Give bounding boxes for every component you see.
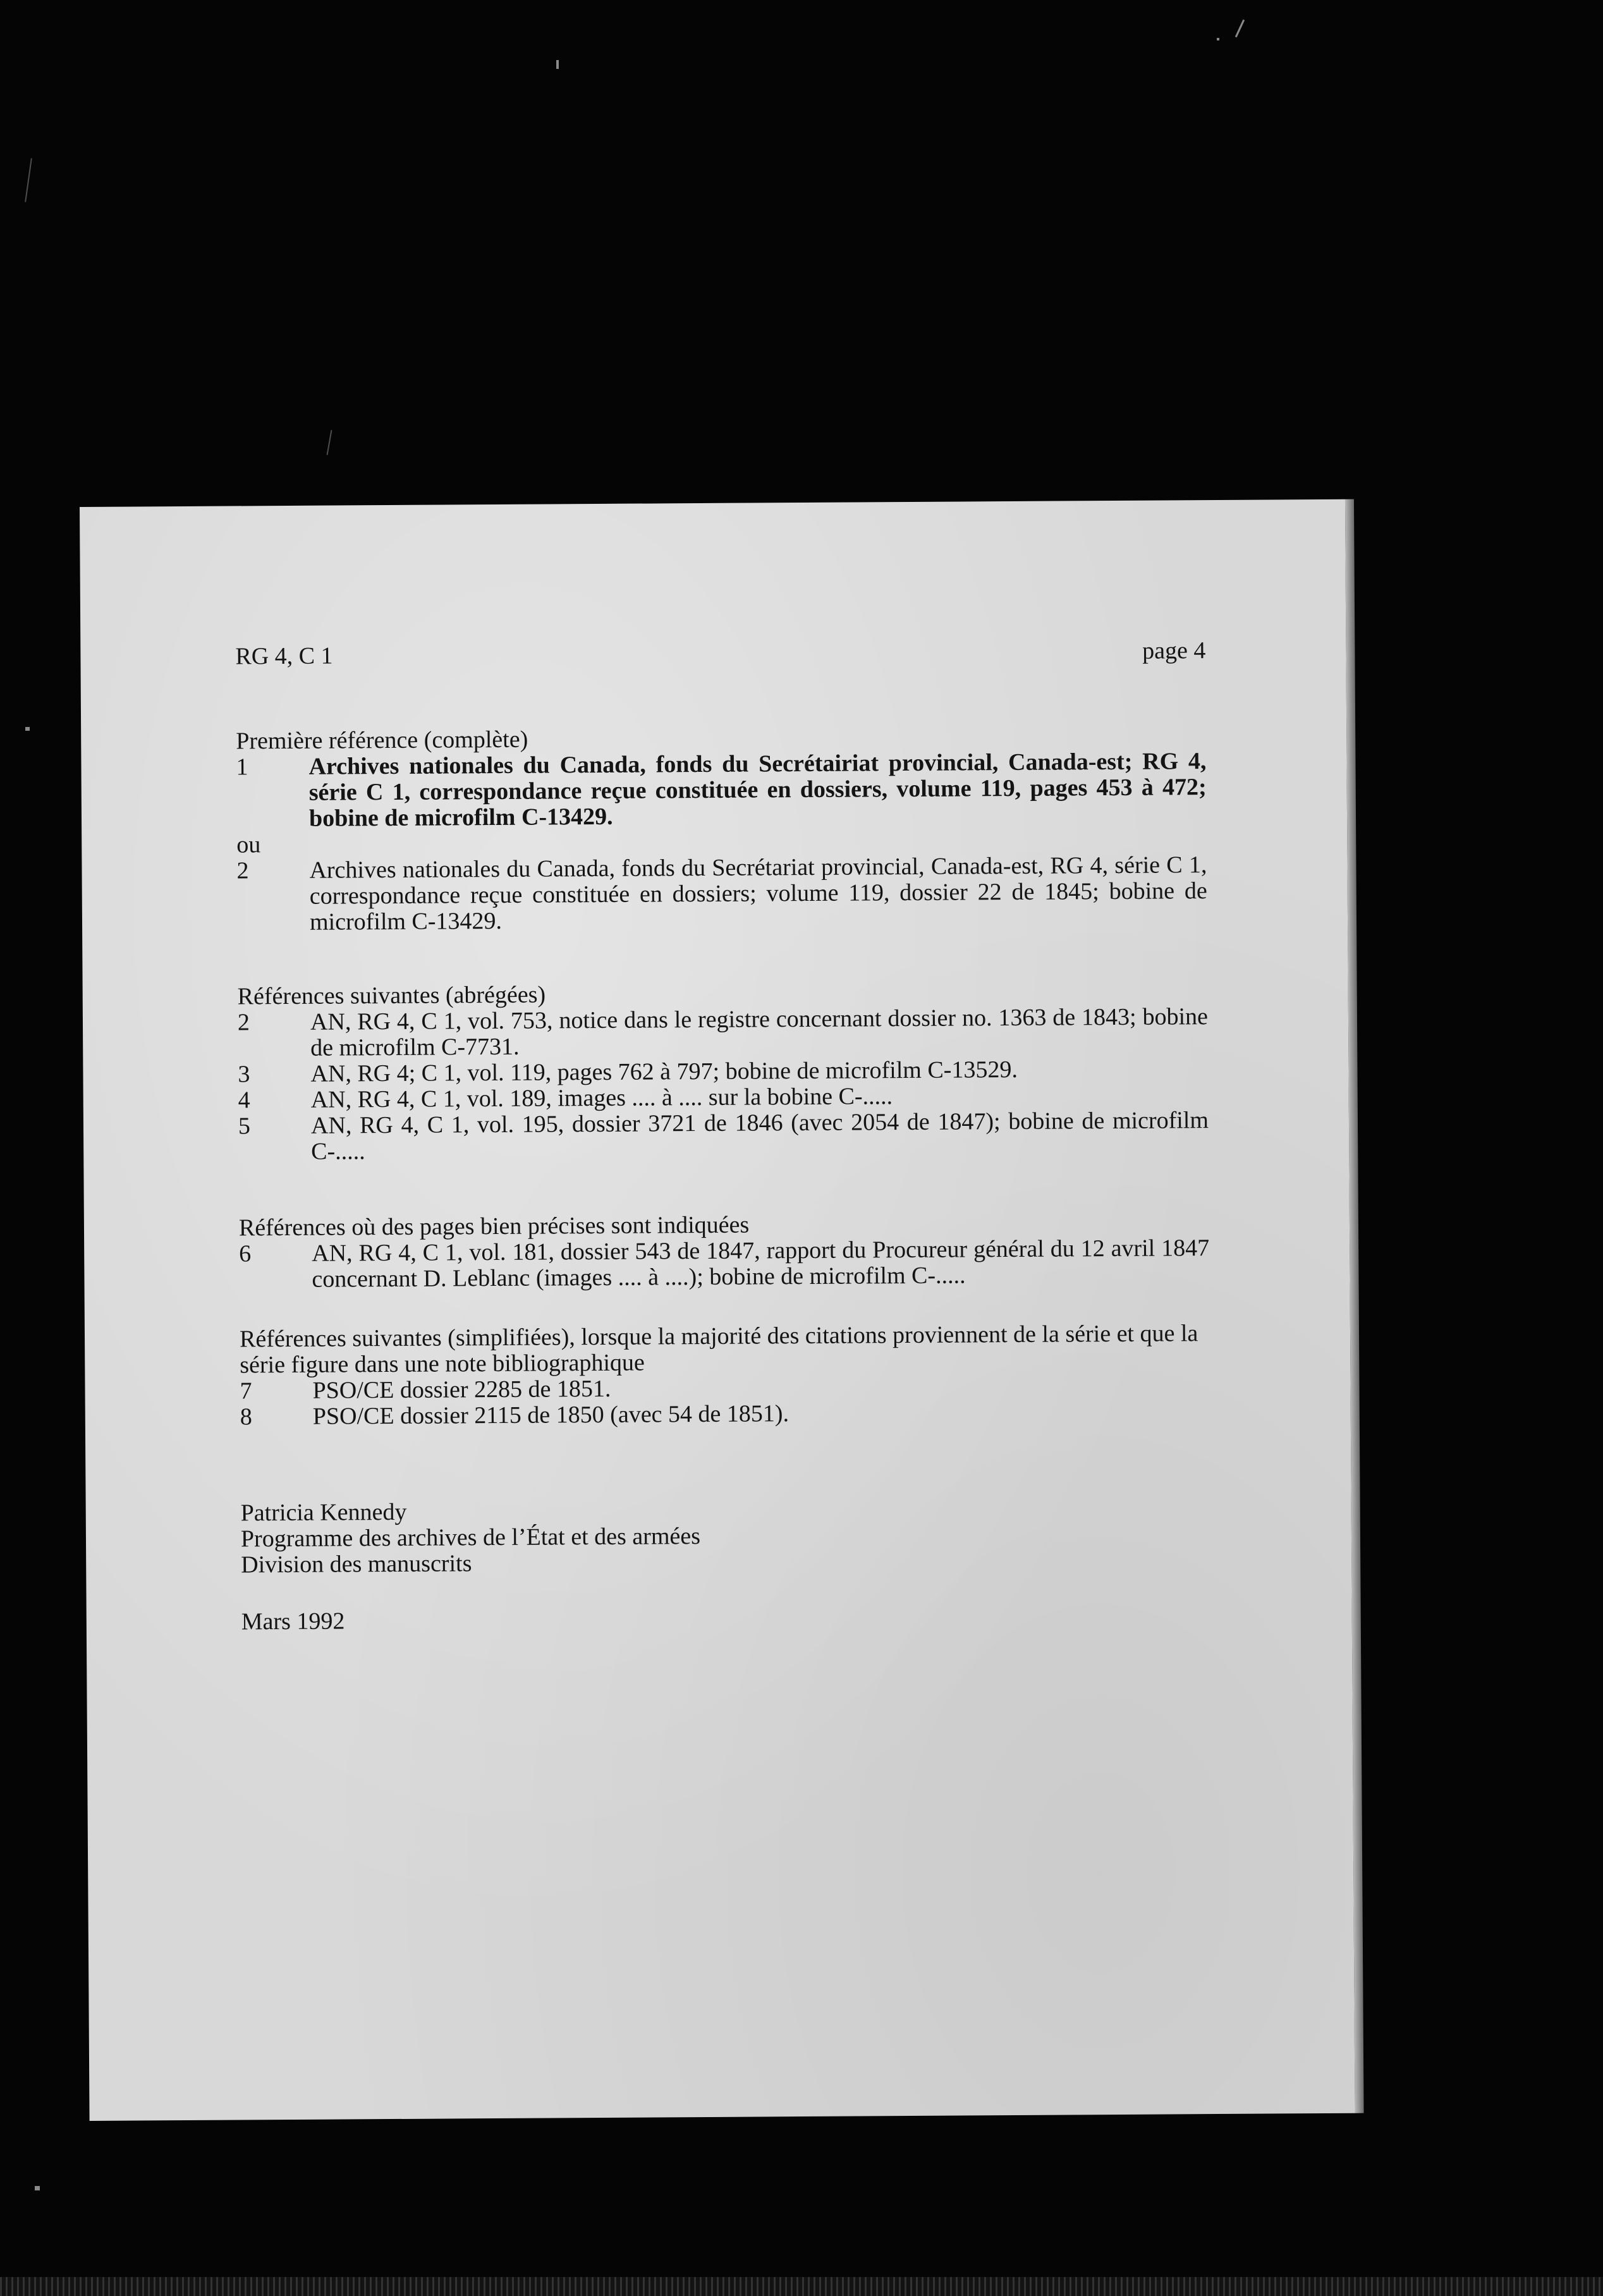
entry-text: PSO/CE dossier 2115 de 1850 (avec 54 de 1851). [312,1400,789,1430]
reference-code: RG 4, C 1 [235,642,333,670]
entry-text: AN, RG 4, C 1, vol. 195, dossier 3721 de 1846 (avec 2054 de 1847); bobine de microfilm C-..... [310,1107,1209,1165]
entry-number: 2 [237,1009,250,1036]
author-program: Programme des archives de l’État et des armées [240,1523,701,1553]
author-division: Division des manuscrits [241,1550,472,1578]
reference-entry [239,1235,1209,1293]
entry-number: 4 [238,1087,250,1114]
entry-number: 5 [238,1113,251,1140]
entry-text: AN, RG 4, C 1, vol. 189, images .... à .... sur la bobine C-..... [310,1083,893,1113]
section-heading: Références suivantes (abrégées) [237,981,546,1010]
entry-text: AN, RG 4, C 1, vol. 753, notice dans le registre concernant dossier no. 1363 de 1843; bobine de microfilm C-7731. [310,1003,1209,1061]
film-edge [0,2277,1603,2296]
page-content [235,500,1210,1635]
signature-block [241,1494,1212,1578]
entry-number: 3 [238,1061,250,1088]
reference-entry [236,852,1207,936]
scan-scratch [327,430,332,455]
page-edge [1345,499,1364,2113]
section-heading: Références suivantes (simplifiées), lorsque la majorité des citations proviennent de la série et que la série figure dans une note bibliographique [239,1320,1198,1379]
entry-text: AN, RG 4, C 1, vol. 181, dossier 543 de 1847, rapport du Procureur général du 12 avril 1847 concernant D. Leblanc (images .... à ....); bobine de microfilm C-..... [312,1235,1210,1293]
document-date: Mars 1992 [241,1608,345,1635]
entry-number: 1 [236,754,248,781]
author-name: Patricia Kennedy [240,1498,407,1527]
entry-number: 2 [236,857,249,884]
simplifiees-section [240,1321,1210,1430]
reference-entry [236,748,1207,832]
page-header [235,638,1205,671]
premiere-reference-section [236,723,1207,936]
entry-number: 6 [239,1240,252,1267]
entry-number: 8 [240,1403,252,1431]
scan-speck [25,727,30,731]
page-number: page 4 [1142,637,1206,664]
suivantes-section [238,978,1209,1165]
scan-speck [1235,20,1245,37]
section-heading: Première référence (complète) [236,726,528,755]
scan-speck [35,2186,40,2190]
scan-speck [1217,38,1219,40]
scan-scratch [25,158,32,202]
entry-number: 7 [240,1377,252,1405]
entry-text: AN, RG 4; C 1, vol. 119, pages 762 à 797; bobine de microfilm C-13529. [310,1056,1018,1087]
reference-entry [238,1004,1208,1061]
reference-entry [240,1398,1210,1430]
or-label: ou [236,831,261,858]
scan-speck [556,60,559,69]
section-heading: Références où des pages bien précises sont indiquées [238,1211,750,1242]
reference-entry [238,1108,1209,1165]
entry-text: PSO/CE dossier 2285 de 1851. [312,1375,611,1404]
document-date-block [241,1603,1212,1635]
precises-section [239,1209,1210,1293]
entry-text: Archives nationales du Canada, fonds du Secrétairiat provincial, Canada-est; RG 4, série C 1, correspondance reçue constituée en dossiers, volume 119, pages 453 à 472; bobine de microfilm C-13429. [308,748,1207,832]
entry-text: Archives nationales du Canada, fonds du Secrétariat provincial, Canada-est, RG 4, série C 1, correspondance reçue constituée en dossiers; volume 119, dossier 22 de 1845; bobine de microfilm C-13429. [309,852,1207,936]
document-page [80,499,1355,2121]
